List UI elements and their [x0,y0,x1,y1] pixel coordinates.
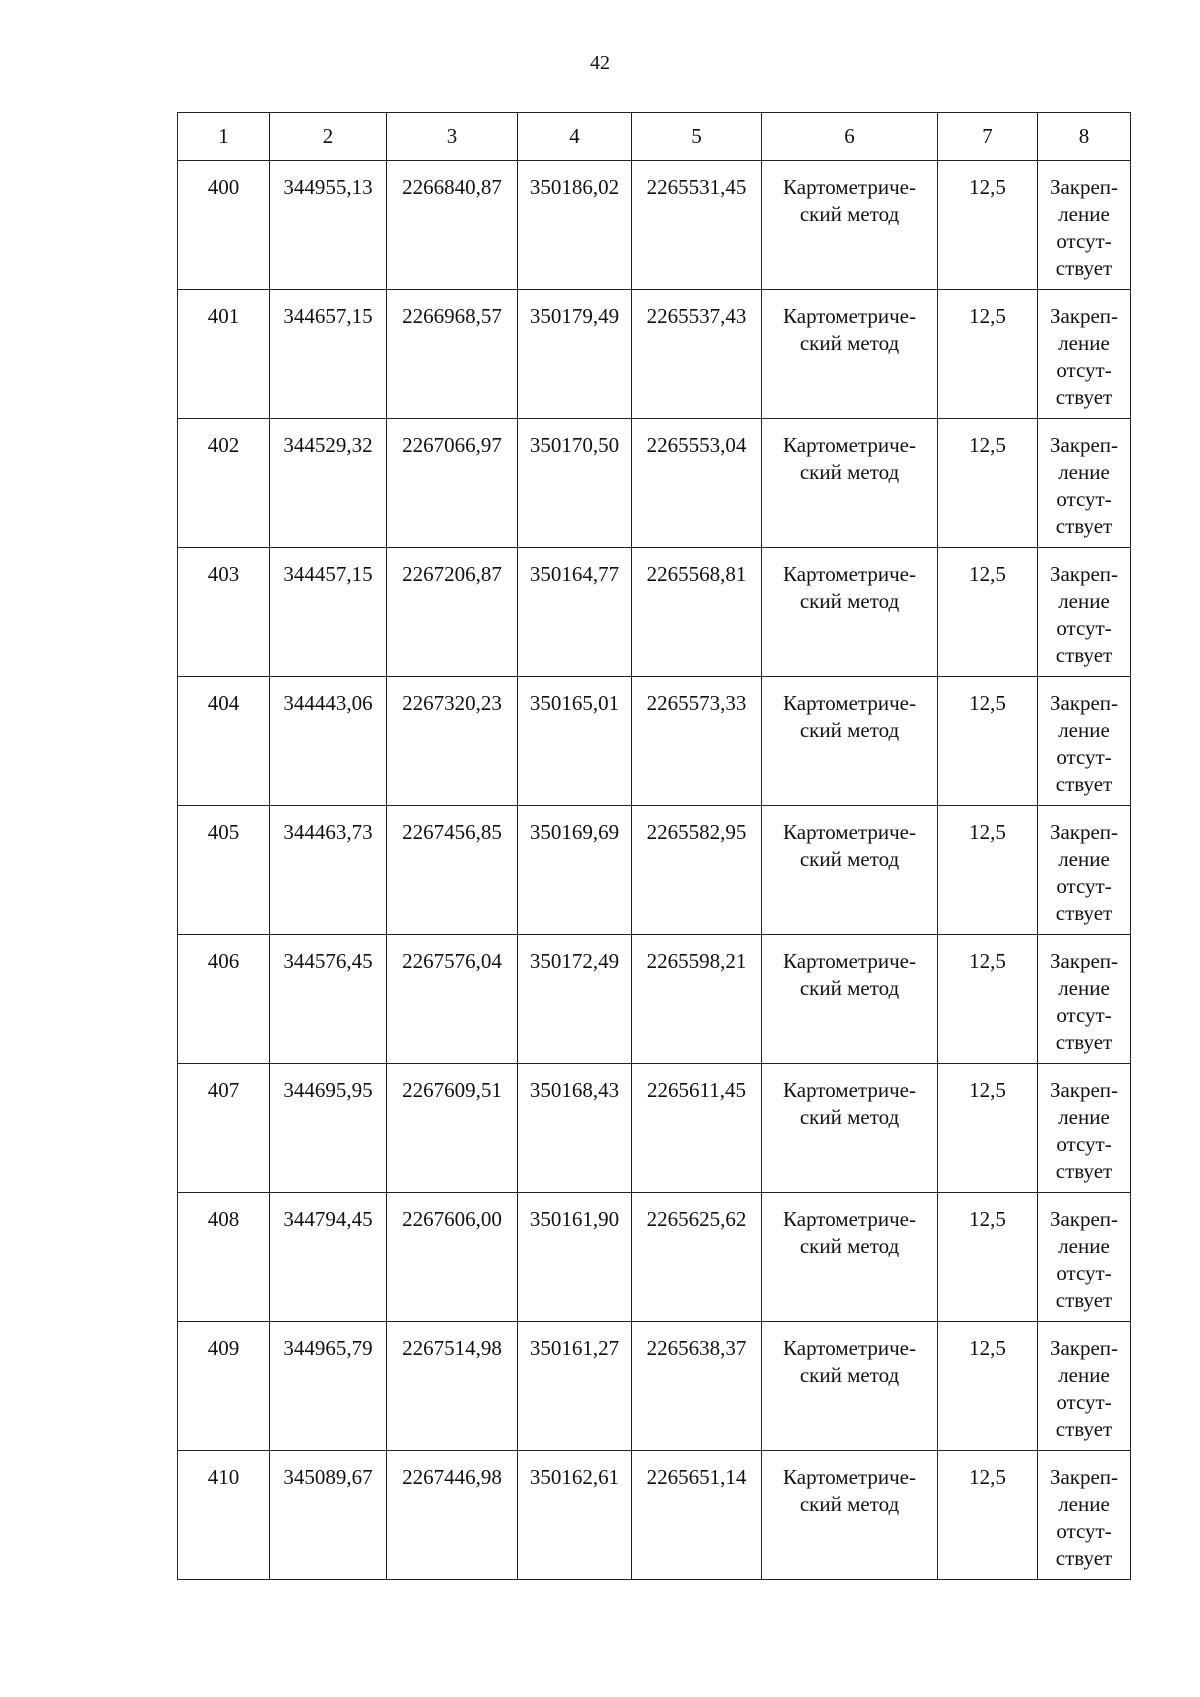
coord-x1-cell [270,935,387,1064]
coord-x2: 350186,02 [529,175,620,199]
coord-y2-cell [632,161,762,290]
fixation-line-1: Закреп- [1049,691,1119,715]
fixation-line-3: отсут- [1056,1390,1112,1414]
accuracy-cell [938,548,1038,677]
table-row [178,677,1131,806]
fixation-line-1: Закреп- [1049,1465,1119,1489]
page-number: 42 [590,52,610,74]
coord-y2-cell [632,1451,762,1580]
coord-y1: 2267446,98 [402,1465,502,1489]
coord-y1-cell [387,290,518,419]
coord-y1-cell [387,1322,518,1451]
coord-y2-cell [632,290,762,419]
method-line-2: ский метод [799,847,900,871]
fixation-line-1: Закреп- [1049,433,1119,457]
coord-y1-cell [387,1064,518,1193]
point-number-cell [178,419,270,548]
point-number-cell [178,1193,270,1322]
fixation-line-4: ствует [1055,256,1113,280]
fixation-line-2: ление [1058,718,1110,742]
method-line-2: ский метод [799,1105,900,1129]
fixation-line-3: отсут- [1056,1519,1112,1543]
coord-x1: 345089,67 [283,1465,373,1489]
coord-y1-cell [387,677,518,806]
header-col-1: 1 [178,113,270,161]
fixation-line-1: Закреп- [1049,1207,1119,1231]
fixation-line-1: Закреп- [1049,562,1119,586]
table-header [178,113,1131,161]
fixation-cell [1038,1451,1131,1580]
fixation-line-3: отсут- [1056,1261,1112,1285]
fixation-line-2: ление [1058,460,1110,484]
accuracy-cell [938,806,1038,935]
method-line-2: ский метод [799,202,900,226]
point-number-cell [178,1064,270,1193]
method-line-2: ский метод [799,460,900,484]
fixation-line-4: ствует [1055,1546,1113,1570]
fixation-cell [1038,161,1131,290]
table-body [178,161,1131,1580]
coord-y2: 2265638,37 [646,1336,747,1360]
point-number: 405 [207,820,240,844]
coord-x1: 344965,79 [283,1336,373,1360]
method-cell [762,935,938,1064]
fixation-line-3: отсут- [1056,358,1112,382]
header-col-6: 6 [762,113,938,161]
coord-x1-cell [270,161,387,290]
coord-y2: 2265573,33 [646,691,747,715]
method-cell [762,548,938,677]
coord-x1: 344695,95 [283,1078,373,1102]
accuracy-value: 12,5 [969,820,1006,844]
fixation-line-3: отсут- [1056,1132,1112,1156]
fixation-line-4: ствует [1055,514,1113,538]
accuracy-value: 12,5 [969,562,1006,586]
header-col-7: 7 [938,113,1038,161]
accuracy-cell [938,1193,1038,1322]
fixation-line-2: ление [1058,1492,1110,1516]
coord-y2-cell [632,1064,762,1193]
coord-y2: 2265598,21 [646,949,747,973]
point-number-cell [178,935,270,1064]
table-row [178,1064,1131,1193]
accuracy-cell [938,677,1038,806]
coord-x1-cell [270,806,387,935]
method-cell [762,1451,938,1580]
method-line-1: Картометриче- [783,433,916,457]
method-line-1: Картометриче- [783,1078,916,1102]
coord-y2: 2265625,62 [646,1207,747,1231]
coord-y2: 2265582,95 [646,820,747,844]
coord-y1: 2267609,51 [402,1078,502,1102]
coord-y1-cell [387,1451,518,1580]
table-row [178,161,1131,290]
table-row [178,419,1131,548]
fixation-line-3: отсут- [1056,487,1112,511]
table-row [178,290,1131,419]
coord-y1-cell [387,935,518,1064]
header-col-8: 8 [1038,113,1131,161]
coord-x2-cell [518,419,632,548]
point-number-cell [178,806,270,935]
method-cell [762,419,938,548]
point-number: 401 [207,304,240,328]
coord-x2: 350161,90 [529,1207,620,1231]
coord-x2-cell [518,1451,632,1580]
coord-x2: 350168,43 [529,1078,620,1102]
fixation-line-2: ление [1058,589,1110,613]
header-row [178,113,1131,161]
accuracy-cell [938,1322,1038,1451]
fixation-cell [1038,806,1131,935]
fixation-line-3: отсут- [1056,874,1112,898]
coord-x2-cell [518,935,632,1064]
method-cell [762,1064,938,1193]
method-line-2: ский метод [799,1234,900,1258]
point-number-cell [178,1322,270,1451]
accuracy-cell [938,290,1038,419]
fixation-cell [1038,1193,1131,1322]
fixation-line-1: Закреп- [1049,304,1119,328]
coord-x2: 350164,77 [529,562,620,586]
fixation-cell [1038,548,1131,677]
coord-x2-cell [518,806,632,935]
coord-y1-cell [387,548,518,677]
accuracy-cell [938,161,1038,290]
point-number-cell [178,1451,270,1580]
table-row [178,1193,1131,1322]
coord-x1: 344955,13 [283,175,373,199]
coord-y2-cell [632,677,762,806]
method-line-2: ский метод [799,1363,900,1387]
coord-y1: 2267606,00 [402,1207,502,1231]
coord-y2: 2265531,45 [646,175,747,199]
point-number-cell [178,161,270,290]
accuracy-value: 12,5 [969,433,1006,457]
coord-y2-cell [632,1322,762,1451]
method-line-2: ский метод [799,718,900,742]
coord-x2-cell [518,1193,632,1322]
method-line-1: Картометриче- [783,175,916,199]
coord-x1: 344657,15 [283,304,373,328]
method-cell [762,1322,938,1451]
fixation-cell [1038,419,1131,548]
point-number: 406 [207,949,240,973]
coord-x2-cell [518,290,632,419]
coord-y1: 2267514,98 [402,1336,502,1360]
accuracy-value: 12,5 [969,1465,1006,1489]
fixation-line-1: Закреп- [1049,1336,1119,1360]
method-cell [762,1193,938,1322]
accuracy-cell [938,1451,1038,1580]
fixation-line-4: ствует [1055,1030,1113,1054]
coord-y2: 2265651,14 [646,1465,747,1489]
fixation-line-1: Закреп- [1049,1078,1119,1102]
coord-y1: 2267456,85 [402,820,502,844]
coord-y2-cell [632,806,762,935]
accuracy-value: 12,5 [969,175,1006,199]
coord-y1-cell [387,419,518,548]
method-cell [762,290,938,419]
accuracy-value: 12,5 [969,1336,1006,1360]
fixation-cell [1038,1064,1131,1193]
coord-x1-cell [270,548,387,677]
coord-x2: 350165,01 [529,691,620,715]
coord-x2: 350172,49 [529,949,620,973]
coord-y2: 2265568,81 [646,562,747,586]
coord-y2: 2265611,45 [647,1078,746,1102]
accuracy-value: 12,5 [969,1207,1006,1231]
accuracy-cell [938,1064,1038,1193]
header-col-5: 5 [632,113,762,161]
table-row [178,1451,1131,1580]
coord-x2-cell [518,677,632,806]
accuracy-value: 12,5 [969,691,1006,715]
table-row [178,806,1131,935]
coord-y2-cell [632,548,762,677]
point-number: 407 [207,1078,240,1102]
fixation-line-4: ствует [1055,643,1113,667]
accuracy-cell [938,419,1038,548]
coord-x1-cell [270,1451,387,1580]
coord-x1: 344529,32 [283,433,373,457]
coord-y1: 2266840,87 [402,175,502,199]
coord-y1: 2267320,23 [402,691,502,715]
fixation-line-1: Закреп- [1049,820,1119,844]
method-cell [762,161,938,290]
method-line-1: Картометриче- [783,1465,916,1489]
method-line-1: Картометриче- [783,820,916,844]
fixation-line-4: ствует [1055,1159,1113,1183]
method-line-1: Картометриче- [783,1207,916,1231]
coord-x2-cell [518,161,632,290]
fixation-line-2: ление [1058,1105,1110,1129]
coord-y2: 2265553,04 [646,433,747,457]
coord-x2: 350162,61 [529,1465,620,1489]
point-number-cell [178,290,270,419]
coord-x2: 350179,49 [529,304,620,328]
coord-x2: 350161,27 [529,1336,620,1360]
point-number: 408 [207,1207,240,1231]
fixation-cell [1038,1322,1131,1451]
coord-x2-cell [518,548,632,677]
fixation-line-4: ствует [1055,385,1113,409]
method-line-2: ский метод [799,1492,900,1516]
coord-y1: 2267576,04 [402,949,502,973]
fixation-line-2: ление [1058,847,1110,871]
coord-x1-cell [270,677,387,806]
header-col-2: 2 [270,113,387,161]
fixation-cell [1038,290,1131,419]
coord-x1-cell [270,1064,387,1193]
point-number-cell [178,548,270,677]
coord-x1: 344794,45 [283,1207,373,1231]
method-line-1: Картометриче- [783,1336,916,1360]
coord-y1: 2267066,97 [402,433,502,457]
coord-y2-cell [632,935,762,1064]
coord-x1-cell [270,1322,387,1451]
coord-x2: 350169,69 [529,820,620,844]
point-number: 409 [207,1336,240,1360]
point-number: 402 [207,433,240,457]
coord-x2-cell [518,1064,632,1193]
method-line-1: Картометриче- [783,949,916,973]
table-row [178,935,1131,1064]
accuracy-value: 12,5 [969,304,1006,328]
fixation-cell [1038,935,1131,1064]
coord-x1: 344463,73 [283,820,373,844]
method-line-2: ский метод [799,589,900,613]
fixation-line-2: ление [1058,331,1110,355]
accuracy-cell [938,935,1038,1064]
coord-y1-cell [387,1193,518,1322]
fixation-line-4: ствует [1055,901,1113,925]
header-col-3: 3 [387,113,518,161]
accuracy-value: 12,5 [969,949,1006,973]
method-line-1: Картометриче- [783,562,916,586]
coord-x1: 344457,15 [283,562,373,586]
header-col-4: 4 [518,113,632,161]
fixation-line-3: отсут- [1056,1003,1112,1027]
fixation-line-3: отсут- [1056,616,1112,640]
point-number: 404 [207,691,240,715]
fixation-line-4: ствует [1055,1417,1113,1441]
accuracy-value: 12,5 [969,1078,1006,1102]
coord-y1-cell [387,161,518,290]
method-line-2: ский метод [799,976,900,1000]
point-number: 403 [207,562,240,586]
coord-x1-cell [270,290,387,419]
fixation-line-4: ствует [1055,772,1113,796]
point-number: 410 [207,1465,240,1489]
coord-y1: 2266968,57 [402,304,502,328]
fixation-cell [1038,677,1131,806]
fixation-line-4: ствует [1055,1288,1113,1312]
coord-y1: 2267206,87 [402,562,502,586]
fixation-line-2: ление [1058,202,1110,226]
fixation-line-1: Закреп- [1049,175,1119,199]
fixation-line-3: отсут- [1056,745,1112,769]
coord-y1-cell [387,806,518,935]
method-line-1: Картометриче- [783,304,916,328]
point-number: 400 [207,175,240,199]
fixation-line-3: отсут- [1056,229,1112,253]
coord-x2-cell [518,1322,632,1451]
coord-x1-cell [270,1193,387,1322]
coord-y2-cell [632,1193,762,1322]
point-number-cell [178,677,270,806]
method-cell [762,677,938,806]
coord-x1: 344576,45 [283,949,373,973]
coord-y2-cell [632,419,762,548]
fixation-line-1: Закреп- [1049,949,1119,973]
method-cell [762,806,938,935]
table-row [178,1322,1131,1451]
method-line-2: ский метод [799,331,900,355]
table-row [178,548,1131,677]
method-line-1: Картометриче- [783,691,916,715]
fixation-line-2: ление [1058,1363,1110,1387]
coord-y2: 2265537,43 [646,304,747,328]
coord-x1-cell [270,419,387,548]
coord-x1: 344443,06 [283,691,373,715]
fixation-line-2: ление [1058,1234,1110,1258]
coordinates-table [177,112,1131,1580]
coord-x2: 350170,50 [529,433,620,457]
fixation-line-2: ление [1058,976,1110,1000]
